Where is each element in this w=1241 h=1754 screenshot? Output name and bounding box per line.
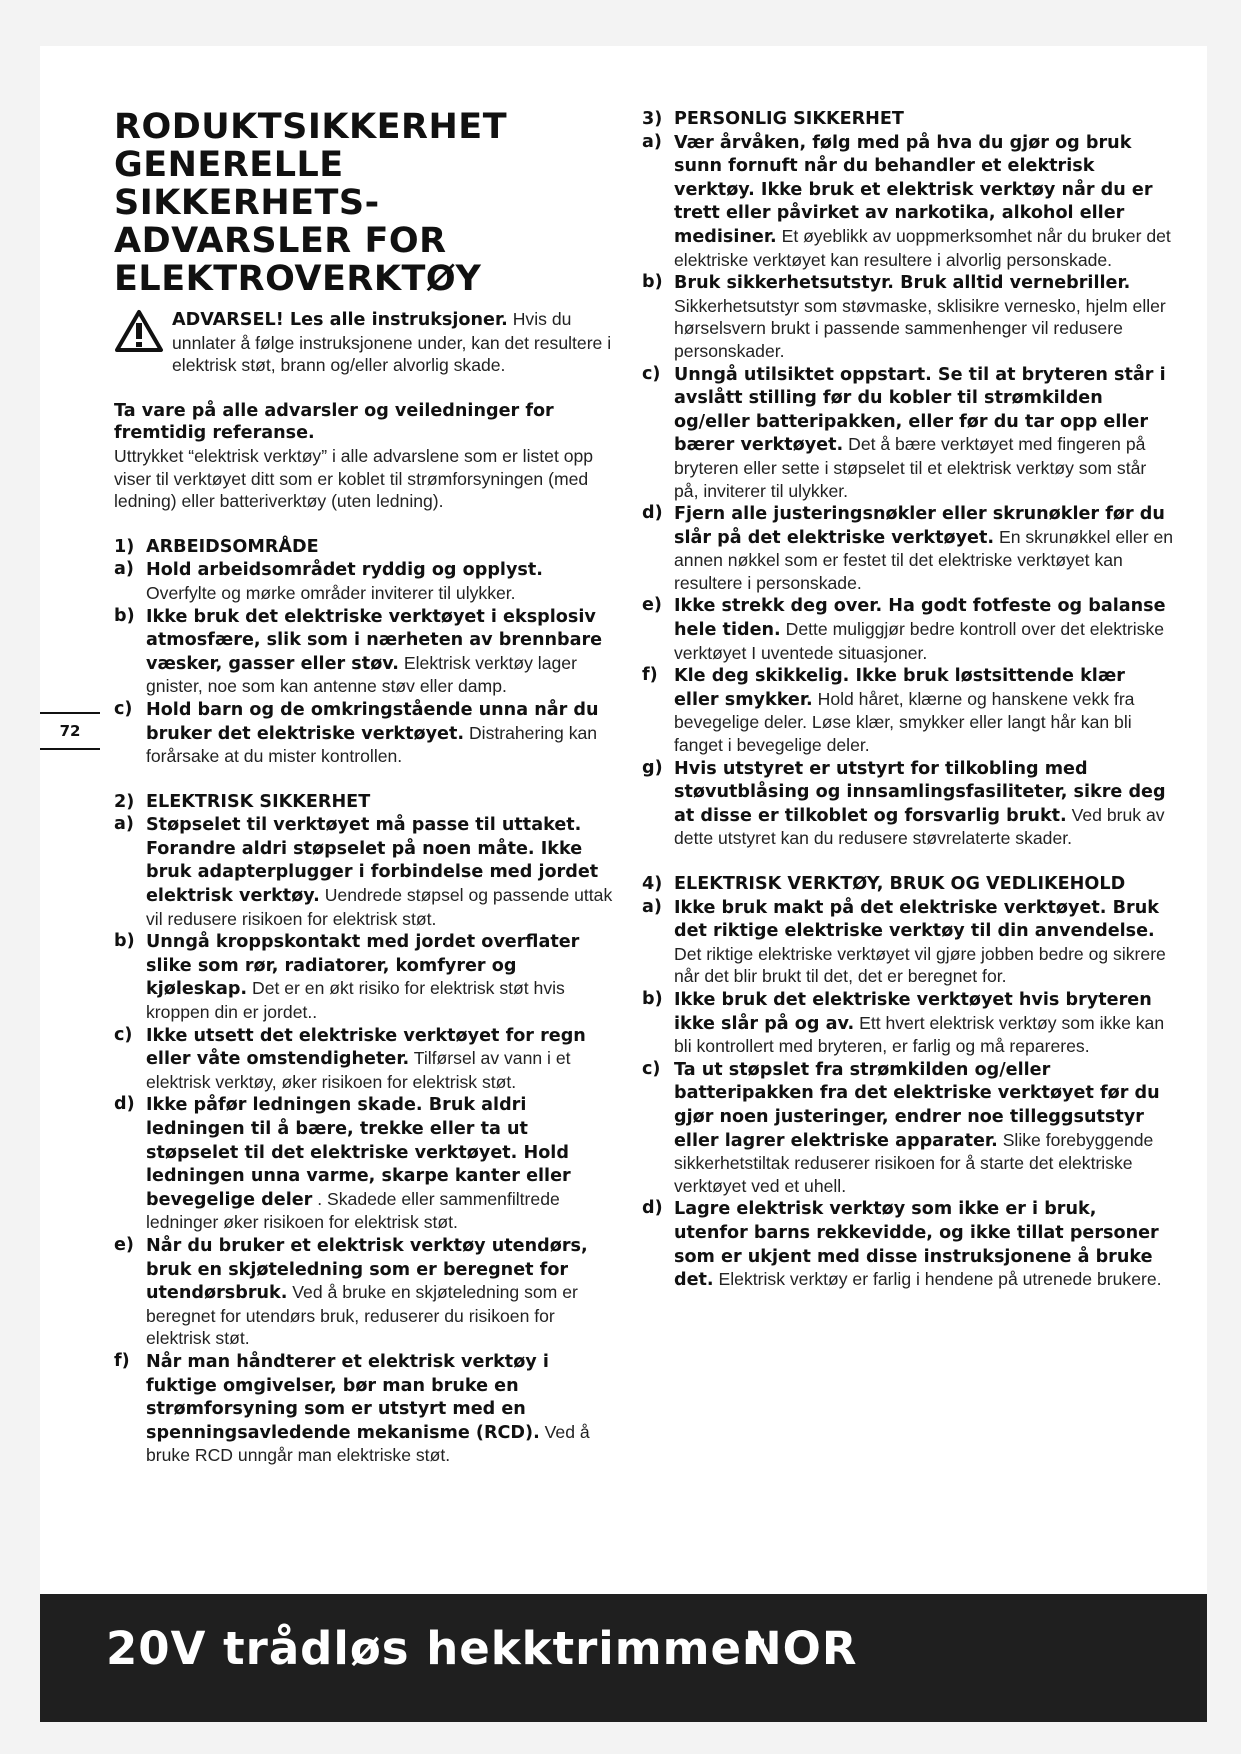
item-label: c)	[114, 1024, 133, 1045]
item-body-text: Slike forebyggende sikkerhetstiltak reduserer risikoen for å starte det elektriske verktøyet ved et uhell.	[674, 1129, 1154, 1196]
item-text	[146, 1093, 614, 1234]
item-bold-text: Ikke bruk det elektriske verktøyet hvis bryteren ikke slår på og av.	[674, 989, 1152, 1034]
section-heading: PERSONLIG SIKKERHET	[674, 109, 904, 129]
list-item	[114, 1350, 614, 1467]
item-bold-text: Støpselet til verktøyet må passe til uttaket. Forandre aldri støpselet på noen måte. Ikke bruk adapterplugger i forbindelse med jordet elektrisk verktøy.	[146, 815, 599, 907]
item-label: f)	[114, 1350, 130, 1371]
intro-block	[114, 400, 614, 513]
item-body-text: Sikkerhetsutstyr som støvmaske, sklisikre vernesko, hjelm eller hørselsvern brukt i passende sammenhenger vil redusere personskader.	[674, 295, 1166, 361]
item-body-text: Distrahering kan forårsake at du mister kontrollen.	[146, 722, 598, 767]
item-bold-text: Når man håndterer et elektrisk verktøy i fuktige omgivelser, bør man bruke en strømforsyning som er utstyrt med en spenningsavledende mekanisme (RCD).	[146, 1351, 549, 1443]
item-bold-text: Fjern alle justeringsnøkler eller skrunøkler før du slår på det elektriske verktøyet.	[674, 504, 1165, 548]
list-item	[642, 594, 1174, 664]
item-bold-text: Kle deg skikkelig. Ikke bruk løstsittende klær eller smykker.	[674, 666, 1125, 710]
item-body-text: Elektrisk verktøy lager gnister, noe som kan antenne støv eller damp.	[146, 652, 577, 697]
item-body-text: Uendrede støpsel og passende uttak vil redusere risikoen for elektrisk støt.	[146, 885, 613, 929]
item-text	[674, 363, 1174, 503]
product-title: 20V trådløs hekktrimmer	[106, 1622, 766, 1675]
item-label: e)	[114, 1234, 134, 1255]
section-number: 3)	[642, 109, 663, 129]
item-text	[146, 813, 614, 930]
page-title: RODUKTSIKKERHET GENERELLE SIKKERHETS-ADVARSLER FOR ELEKTROVERKTØY	[114, 107, 508, 299]
list-item	[114, 1024, 614, 1094]
item-bold-text: Hold arbeidsområdet ryddig og opplyst.	[146, 560, 543, 581]
language-code: NOR	[744, 1622, 858, 1675]
list-item	[642, 896, 1174, 988]
section-number: 2)	[114, 791, 135, 812]
item-text	[674, 271, 1174, 362]
section-work-area	[114, 536, 614, 768]
list-item	[114, 930, 614, 1023]
item-body-text: Et øyeblikk av uoppmerksomhet når du bruker det elektriske verktøyet kan resultere i alvorlig personskade.	[674, 225, 1171, 270]
item-text	[674, 988, 1174, 1058]
item-bold-text: Ikke strekk deg over. Ha godt fotfeste og balanse hele tiden.	[674, 596, 1166, 641]
warning-heading: ADVARSEL! Les alle instruksjoner.	[172, 310, 508, 330]
section-title	[114, 536, 614, 559]
item-text	[674, 131, 1174, 272]
list-item	[642, 664, 1174, 756]
intro-text: Uttrykket “elektrisk verktøy” i alle advarslene som er listet opp viser til verktøyet ditt som er koblet til strømforsyningen (med ledning) eller batteriverktøy (uten ledning).	[114, 445, 594, 512]
section-number: 1)	[114, 536, 135, 557]
list-item	[114, 1234, 614, 1350]
item-bold-text: Ikke bruk makt på det elektriske verktøyet. Bruk det riktige elektriske verktøy til din anvendelse.	[674, 897, 1159, 942]
intro-heading: Ta vare på alle advarsler og veiledninger for fremtidig referanse.	[114, 400, 554, 444]
item-bold-text: Ikke påfør ledningen skade. Bruk aldri ledningen til å bære, trekke eller ta ut støpselet til det elektriske verktøyet. Hold ledningen unna varme, skarpe kanter eller bevegelige deler	[146, 1095, 571, 1210]
section-heading: ELEKTRISK VERKTØY, BRUK OG VEDLIKEHOLD	[674, 874, 1126, 894]
item-label: b)	[114, 931, 135, 952]
item-bold-text: Hvis utstyret er utstyrt for tilkobling med støvutblåsing og innsamlingsfasiliteter, sikre deg at disse er tilkoblet og forsvarlig brukt.	[674, 758, 1166, 826]
section-number: 4)	[642, 874, 663, 894]
item-text	[674, 896, 1174, 988]
list-item	[114, 698, 614, 768]
item-bold-text: Lagre elektrisk verktøy som ikke er i bruk, utenfor barns rekkevidde, og ikke tillat personer som er ukjent med disse instruksjonene å bruke det.	[674, 1199, 1159, 1291]
item-label: d)	[642, 1198, 663, 1219]
list-item	[114, 605, 614, 698]
item-label: c)	[642, 363, 661, 384]
list-item	[642, 363, 1174, 503]
item-text	[674, 1058, 1174, 1198]
item-text	[674, 594, 1174, 664]
item-label: g)	[642, 757, 663, 778]
item-body-text: Det å bære verktøyet med fingeren på bryteren eller sette i støpselet til et elektrisk verktøy som står på, inviterer til ulykker.	[674, 434, 1147, 501]
item-body-text: Ved å bruke en skjøteledning som er beregnet for utendørs bruk, reduserer du risikoen for elektrisk støt.	[146, 1282, 578, 1349]
list-item	[114, 813, 614, 930]
left-column	[114, 108, 614, 1490]
section-electrical-safety	[114, 791, 614, 1467]
item-bold-text: Hold barn og de omkringstående unna når du bruker det elektriske verktøyet.	[146, 699, 599, 744]
item-label: a)	[642, 131, 662, 152]
section-title	[642, 108, 1174, 131]
item-text	[674, 757, 1174, 850]
item-bold-text: Ta ut støpslet fra strømkilden og/eller batteripakken fra det elektriske verktøyet før du gjør noen justeringer, endrer noe tilleggsutstyr eller lagrer elektriske apparater.	[674, 1059, 1160, 1151]
page-number: 72	[59, 722, 81, 740]
warning-block	[114, 308, 614, 377]
item-label: f)	[642, 665, 658, 686]
item-body-text: Dette muliggjør bedre kontroll over det elektriske verktøyet I uventede situasjoner.	[674, 619, 1165, 663]
item-bold-text: Når du bruker et elektrisk verktøy utendørs, bruk en skjøteledning som er beregnet for utendørsbruk.	[146, 1235, 588, 1304]
item-bold-text: Unngå utilsiktet oppstart. Se til at bryteren står i avslått stilling før du kobler til strømkilden og/eller batteripakken, eller før du tar opp eller bærer verktøyet.	[674, 364, 1166, 456]
list-item	[114, 1093, 614, 1234]
item-label: c)	[114, 698, 133, 719]
item-text	[674, 664, 1174, 756]
list-item	[642, 1058, 1174, 1198]
section-heading: ARBEIDSOMRÅDE	[146, 536, 319, 557]
list-item	[642, 502, 1174, 594]
item-bold-text: Ikke utsett det elektriske verktøyet for regn eller våte omstendigheter.	[146, 1025, 586, 1070]
item-body-text: . Skadede eller sammenfiltrede ledninger øker risikoen for elektrisk støt.	[146, 1188, 560, 1233]
item-text	[146, 1350, 614, 1467]
list-item	[114, 558, 614, 604]
item-text	[146, 1234, 614, 1350]
item-bold-text: Ikke bruk det elektriske verktøyet i eksplosiv atmosfære, slik som i nærheten av brennbare væsker, gasser eller støv.	[146, 606, 603, 674]
footer-bar	[40, 1594, 1207, 1722]
item-label: b)	[642, 988, 663, 1009]
item-label: a)	[642, 896, 662, 917]
item-text	[146, 1024, 614, 1094]
section-title	[114, 791, 614, 814]
list-item	[642, 131, 1174, 272]
manual-page	[40, 46, 1207, 1722]
item-label: d)	[114, 1094, 135, 1115]
item-body-text: Det er en økt risiko for elektrisk støt hvis kroppen din er jordet..	[146, 978, 565, 1023]
list-item	[642, 757, 1174, 850]
item-body-text: Overfylte og mørke områder inviterer til ulykker.	[146, 582, 516, 603]
item-label: b)	[114, 605, 135, 626]
page-number-rule-bottom	[40, 748, 100, 750]
item-body-text: Ett hvert elektrisk verktøy som ikke kan bli kontrollert med bryteren, er farlig og må repareres.	[674, 1012, 1165, 1057]
page-number-rule-top	[40, 712, 100, 714]
item-label: c)	[642, 1058, 661, 1079]
item-body-text: Tilførsel av vann i et elektrisk verktøy, øker risikoen for elektrisk støt.	[146, 1048, 571, 1092]
item-text	[146, 605, 614, 698]
right-column	[642, 108, 1174, 1315]
item-bold-text: Unngå kroppskontakt med jordet overflater slike som rør, radiatorer, komfyrer og kjøleskap.	[146, 932, 580, 1000]
item-text	[146, 698, 614, 768]
item-label: b)	[642, 272, 663, 293]
item-text	[674, 502, 1174, 594]
item-label: a)	[114, 814, 134, 835]
section-personal-safety	[642, 108, 1174, 850]
item-bold-text: Vær årvåken, følg med på hva du gjør og bruk sunn fornuft når du behandler et elektrisk verktøy. Ikke bruk et elektrisk verktøy når du er trett eller påvirket av narkotika, alkohol eller medisiner.	[674, 132, 1153, 247]
item-body-text: Hold håret, klærne og hanskene vekk fra bevegelige deler. Løse klær, smykker eller langt hår kan bli fanget i bevegelige deler.	[674, 688, 1135, 756]
section-heading: ELEKTRISK SIKKERHET	[146, 791, 371, 812]
item-bold-text: Bruk sikkerhetsutstyr. Bruk alltid vernebriller.	[674, 273, 1131, 294]
item-label: a)	[114, 559, 134, 580]
item-body-text: Elektrisk verktøy er farlig i hendene på utrenede brukere.	[718, 1269, 1162, 1290]
list-item	[642, 271, 1174, 362]
list-item	[642, 988, 1174, 1058]
item-body-text: En skrunøkkel eller en annen nøkkel som er festet til det elektriske verktøyet kan resultere i personskade.	[674, 526, 1174, 593]
section-tool-use-maintenance	[642, 873, 1174, 1292]
item-body-text: Ved bruk av dette utstyret kan du redusere støvrelaterte skader.	[674, 804, 1165, 849]
item-text	[146, 558, 614, 604]
item-label: d)	[642, 503, 663, 524]
item-body-text: Ved å bruke RCD unngår man elektriske støt.	[146, 1421, 590, 1466]
item-text	[674, 1197, 1174, 1291]
item-label: e)	[642, 595, 662, 616]
section-title	[642, 873, 1174, 896]
warning-text: Hvis du unnlater å følge instruksjonene under, kan det resultere i elektrisk støt, brann og/eller alvorlig skade.	[172, 309, 612, 376]
item-body-text: Det riktige elektriske verktøyet vil gjøre jobben bedre og sikrere når det blir brukt til det, det er beregnet for.	[674, 943, 1166, 987]
list-item	[642, 1197, 1174, 1291]
warning-triangle-icon	[114, 309, 164, 353]
item-text	[146, 930, 614, 1023]
